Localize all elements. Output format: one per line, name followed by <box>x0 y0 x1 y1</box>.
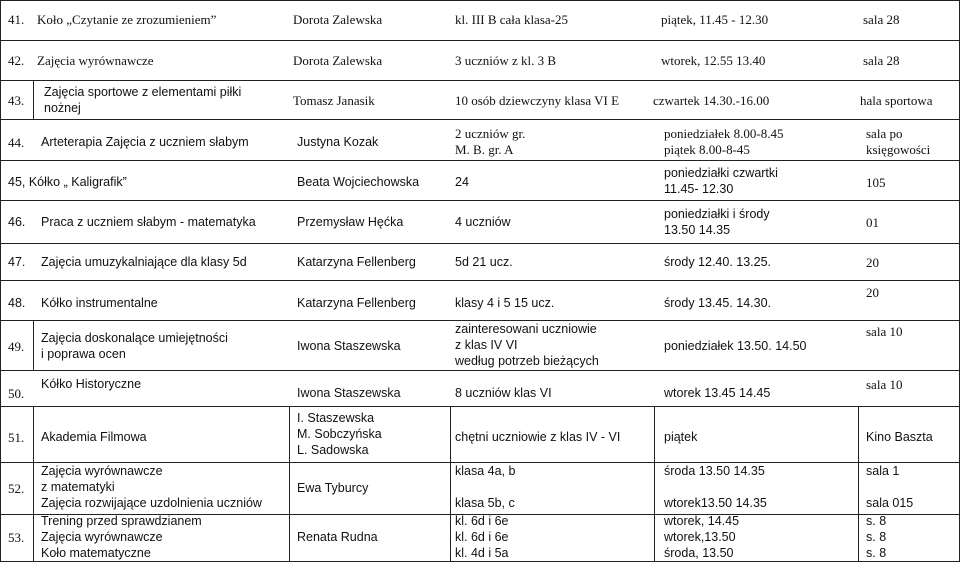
row-50-number: 50. <box>8 386 25 401</box>
row-48-room: 20 <box>866 285 879 300</box>
row-divider <box>0 160 960 161</box>
row-53-group-line2: kl. 6d i 6e <box>455 530 509 544</box>
row-48-number: 48. <box>8 296 26 310</box>
row-44-group-line1: 2 uczniów gr. <box>455 126 526 141</box>
row-44-activity: Arteterapia Zajęcia z uczniem słabym <box>41 135 249 149</box>
row-48-activity: Kółko instrumentalne <box>41 296 158 310</box>
column-divider <box>450 406 451 562</box>
column-divider <box>858 406 859 562</box>
row-divider <box>0 320 960 321</box>
row-49-activity-line1: Zajęcia doskonalące umiejętności <box>41 331 228 345</box>
row-53-teacher: Renata Rudna <box>297 530 378 544</box>
row-51-teacher-line3: L. Sadowska <box>297 443 369 457</box>
row-43-time: czwartek 14.30.-16.00 <box>653 93 770 108</box>
row-46-activity: Praca z uczniem słabym - matematyka <box>41 215 256 229</box>
row-50-teacher: Iwona Staszewska <box>297 386 401 400</box>
column-divider <box>0 0 1 562</box>
row-51-teacher-line1: I. Staszewska <box>297 411 375 425</box>
row-53-activity-line1: Trening przed sprawdzianem <box>41 514 202 528</box>
row-41-number: 41. <box>8 12 25 27</box>
row-52-time-line2: wtorek13.50 14.35 <box>664 496 767 510</box>
row-49-room: sala 10 <box>866 324 903 339</box>
row-51-teacher-line2: M. Sobczyńska <box>297 427 382 441</box>
row-50-room: sala 10 <box>866 377 903 392</box>
column-divider <box>289 406 290 562</box>
row-41-room: sala 28 <box>863 12 900 27</box>
row-44-time-line1: poniedziałek 8.00-8.45 <box>664 126 784 141</box>
row-41-group: kl. III B cała klasa-25 <box>455 12 568 27</box>
row-41-teacher: Dorota Zalewska <box>293 12 383 27</box>
row-50-group: 8 uczniów klas VI <box>455 386 552 400</box>
row-53-room-line2: s. 8 <box>866 530 887 544</box>
row-divider <box>0 462 960 463</box>
column-divider <box>33 406 34 562</box>
row-43-room: hala sportowa <box>860 93 933 108</box>
row-divider <box>0 40 960 41</box>
row-44-room-line2: księgowości <box>866 142 931 157</box>
row-48-group: klasy 4 i 5 15 ucz. <box>455 296 555 310</box>
row-42-time: wtorek, 12.55 13.40 <box>661 53 766 68</box>
row-50-activity: Kółko Historyczne <box>41 377 142 391</box>
row-divider <box>0 80 960 81</box>
row-52-activity-line3: Zajęcia rozwijające uzdolnienia uczniów <box>41 496 262 510</box>
row-51-time: piątek <box>664 430 698 444</box>
row-divider <box>0 406 960 407</box>
row-49-number: 49. <box>8 339 25 354</box>
row-52-activity-line1: Zajęcia wyrównawcze <box>41 464 163 478</box>
row-52-time-line1: środa 13.50 14.35 <box>664 464 765 478</box>
row-51-activity: Akademia Filmowa <box>41 430 147 444</box>
row-52-activity-line2: z matematyki <box>41 480 115 494</box>
row-52-group-line1: klasa 4a, b <box>455 464 516 478</box>
row-47-teacher: Katarzyna Fellenberg <box>297 255 416 269</box>
row-43-teacher: Tomasz Janasik <box>293 93 375 108</box>
row-42-room: sala 28 <box>863 53 900 68</box>
row-47-room: 20 <box>866 255 879 270</box>
row-49-group-line1: zainteresowani uczniowie <box>455 322 597 336</box>
row-49-group-line2: z klas IV VI <box>455 338 518 352</box>
row-divider <box>0 370 960 371</box>
row-45-time-line2: 11.45- 12.30 <box>664 182 734 196</box>
row-53-number: 53. <box>8 530 25 545</box>
row-48-time: środy 13.45. 14.30. <box>664 296 772 310</box>
column-divider <box>654 406 655 562</box>
row-53-group-line3: kl. 4d i 5a <box>455 546 509 560</box>
row-53-room-line1: s. 8 <box>866 514 887 528</box>
row-53-group-line1: kl. 6d i 6e <box>455 514 509 528</box>
row-51-number: 51. <box>8 430 25 445</box>
row-52-room-line2: sala 015 <box>866 496 914 510</box>
row-53-time-line1: wtorek, 14.45 <box>664 514 740 528</box>
row-51-group: chętni uczniowie z klas IV - VI <box>455 430 621 444</box>
row-divider <box>0 119 960 120</box>
row-46-room: 01 <box>866 215 879 230</box>
row-48-teacher: Katarzyna Fellenberg <box>297 296 416 310</box>
row-49-time: poniedziałek 13.50. 14.50 <box>664 339 807 353</box>
row-44-number: 44. <box>8 135 25 150</box>
row-divider <box>0 0 960 1</box>
row-53-activity-line3: Koło matematyczne <box>41 546 151 560</box>
row-divider <box>0 200 960 201</box>
row-44-teacher: Justyna Kozak <box>297 135 379 149</box>
row-44-time-line2: piątek 8.00-8-45 <box>664 142 750 157</box>
row-47-activity: Zajęcia umuzykalniające dla klasy 5d <box>41 255 247 269</box>
row-43-group: 10 osób dziewczyny klasa VI E <box>455 93 620 108</box>
row-43-activity-line2: nożnej <box>44 101 81 115</box>
row-44-group-line2: M. B. gr. A <box>455 142 514 157</box>
row-45-teacher: Beata Wojciechowska <box>297 175 420 189</box>
row-51-room: Kino Baszta <box>866 430 933 444</box>
row-44-room-line1: sala po <box>866 126 903 141</box>
row-46-group: 4 uczniów <box>455 215 511 229</box>
row-46-teacher: Przemysław Hęćka <box>297 215 404 229</box>
column-divider <box>33 320 34 370</box>
column-divider <box>33 80 34 120</box>
row-41-time: piątek, 11.45 - 12.30 <box>661 12 769 27</box>
row-45-room: 105 <box>866 175 886 190</box>
row-47-time: środy 12.40. 13.25. <box>664 255 772 269</box>
row-divider <box>0 280 960 281</box>
row-42-teacher: Dorota Zalewska <box>293 53 383 68</box>
row-42-activity: Zajęcia wyrównawcze <box>37 53 154 68</box>
row-43-activity-line1: Zajęcia sportowe z elementami piłki <box>44 85 242 99</box>
row-50-time: wtorek 13.45 14.45 <box>664 386 771 400</box>
row-47-group: 5d 21 ucz. <box>455 255 513 269</box>
row-45-time-line1: poniedziałki czwartki <box>664 166 778 180</box>
row-53-time-line3: środa, 13.50 <box>664 546 734 560</box>
row-46-time-line2: 13.50 14.35 <box>664 223 731 237</box>
row-42-number: 42. <box>8 53 25 68</box>
row-52-room-line1: sala 1 <box>866 464 900 478</box>
row-47-number: 47. <box>8 255 26 269</box>
row-53-activity-line2: Zajęcia wyrównawcze <box>41 530 163 544</box>
row-45-group: 24 <box>455 175 469 189</box>
row-46-number: 46. <box>8 215 26 229</box>
row-49-group-line3: według potrzeb bieżących <box>455 354 599 368</box>
row-42-group: 3 uczniów z kl. 3 B <box>455 53 557 68</box>
row-46-time-line1: poniedziałki i środy <box>664 207 770 221</box>
row-divider <box>0 243 960 244</box>
row-53-room-line3: s. 8 <box>866 546 887 560</box>
row-52-group-line2: klasa 5b, c <box>455 496 515 510</box>
row-52-number: 52. <box>8 481 25 496</box>
row-52-teacher: Ewa Tyburcy <box>297 481 369 495</box>
row-49-activity-line2: i poprawa ocen <box>41 347 126 361</box>
row-53-time-line2: wtorek,13.50 <box>664 530 736 544</box>
row-43-number: 43. <box>8 93 25 108</box>
row-45-activity: 45, Kółko „ Kaligrafik” <box>8 175 127 189</box>
row-41-activity: Koło „Czytanie ze zrozumieniem” <box>37 12 217 27</box>
row-49-teacher: Iwona Staszewska <box>297 339 401 353</box>
